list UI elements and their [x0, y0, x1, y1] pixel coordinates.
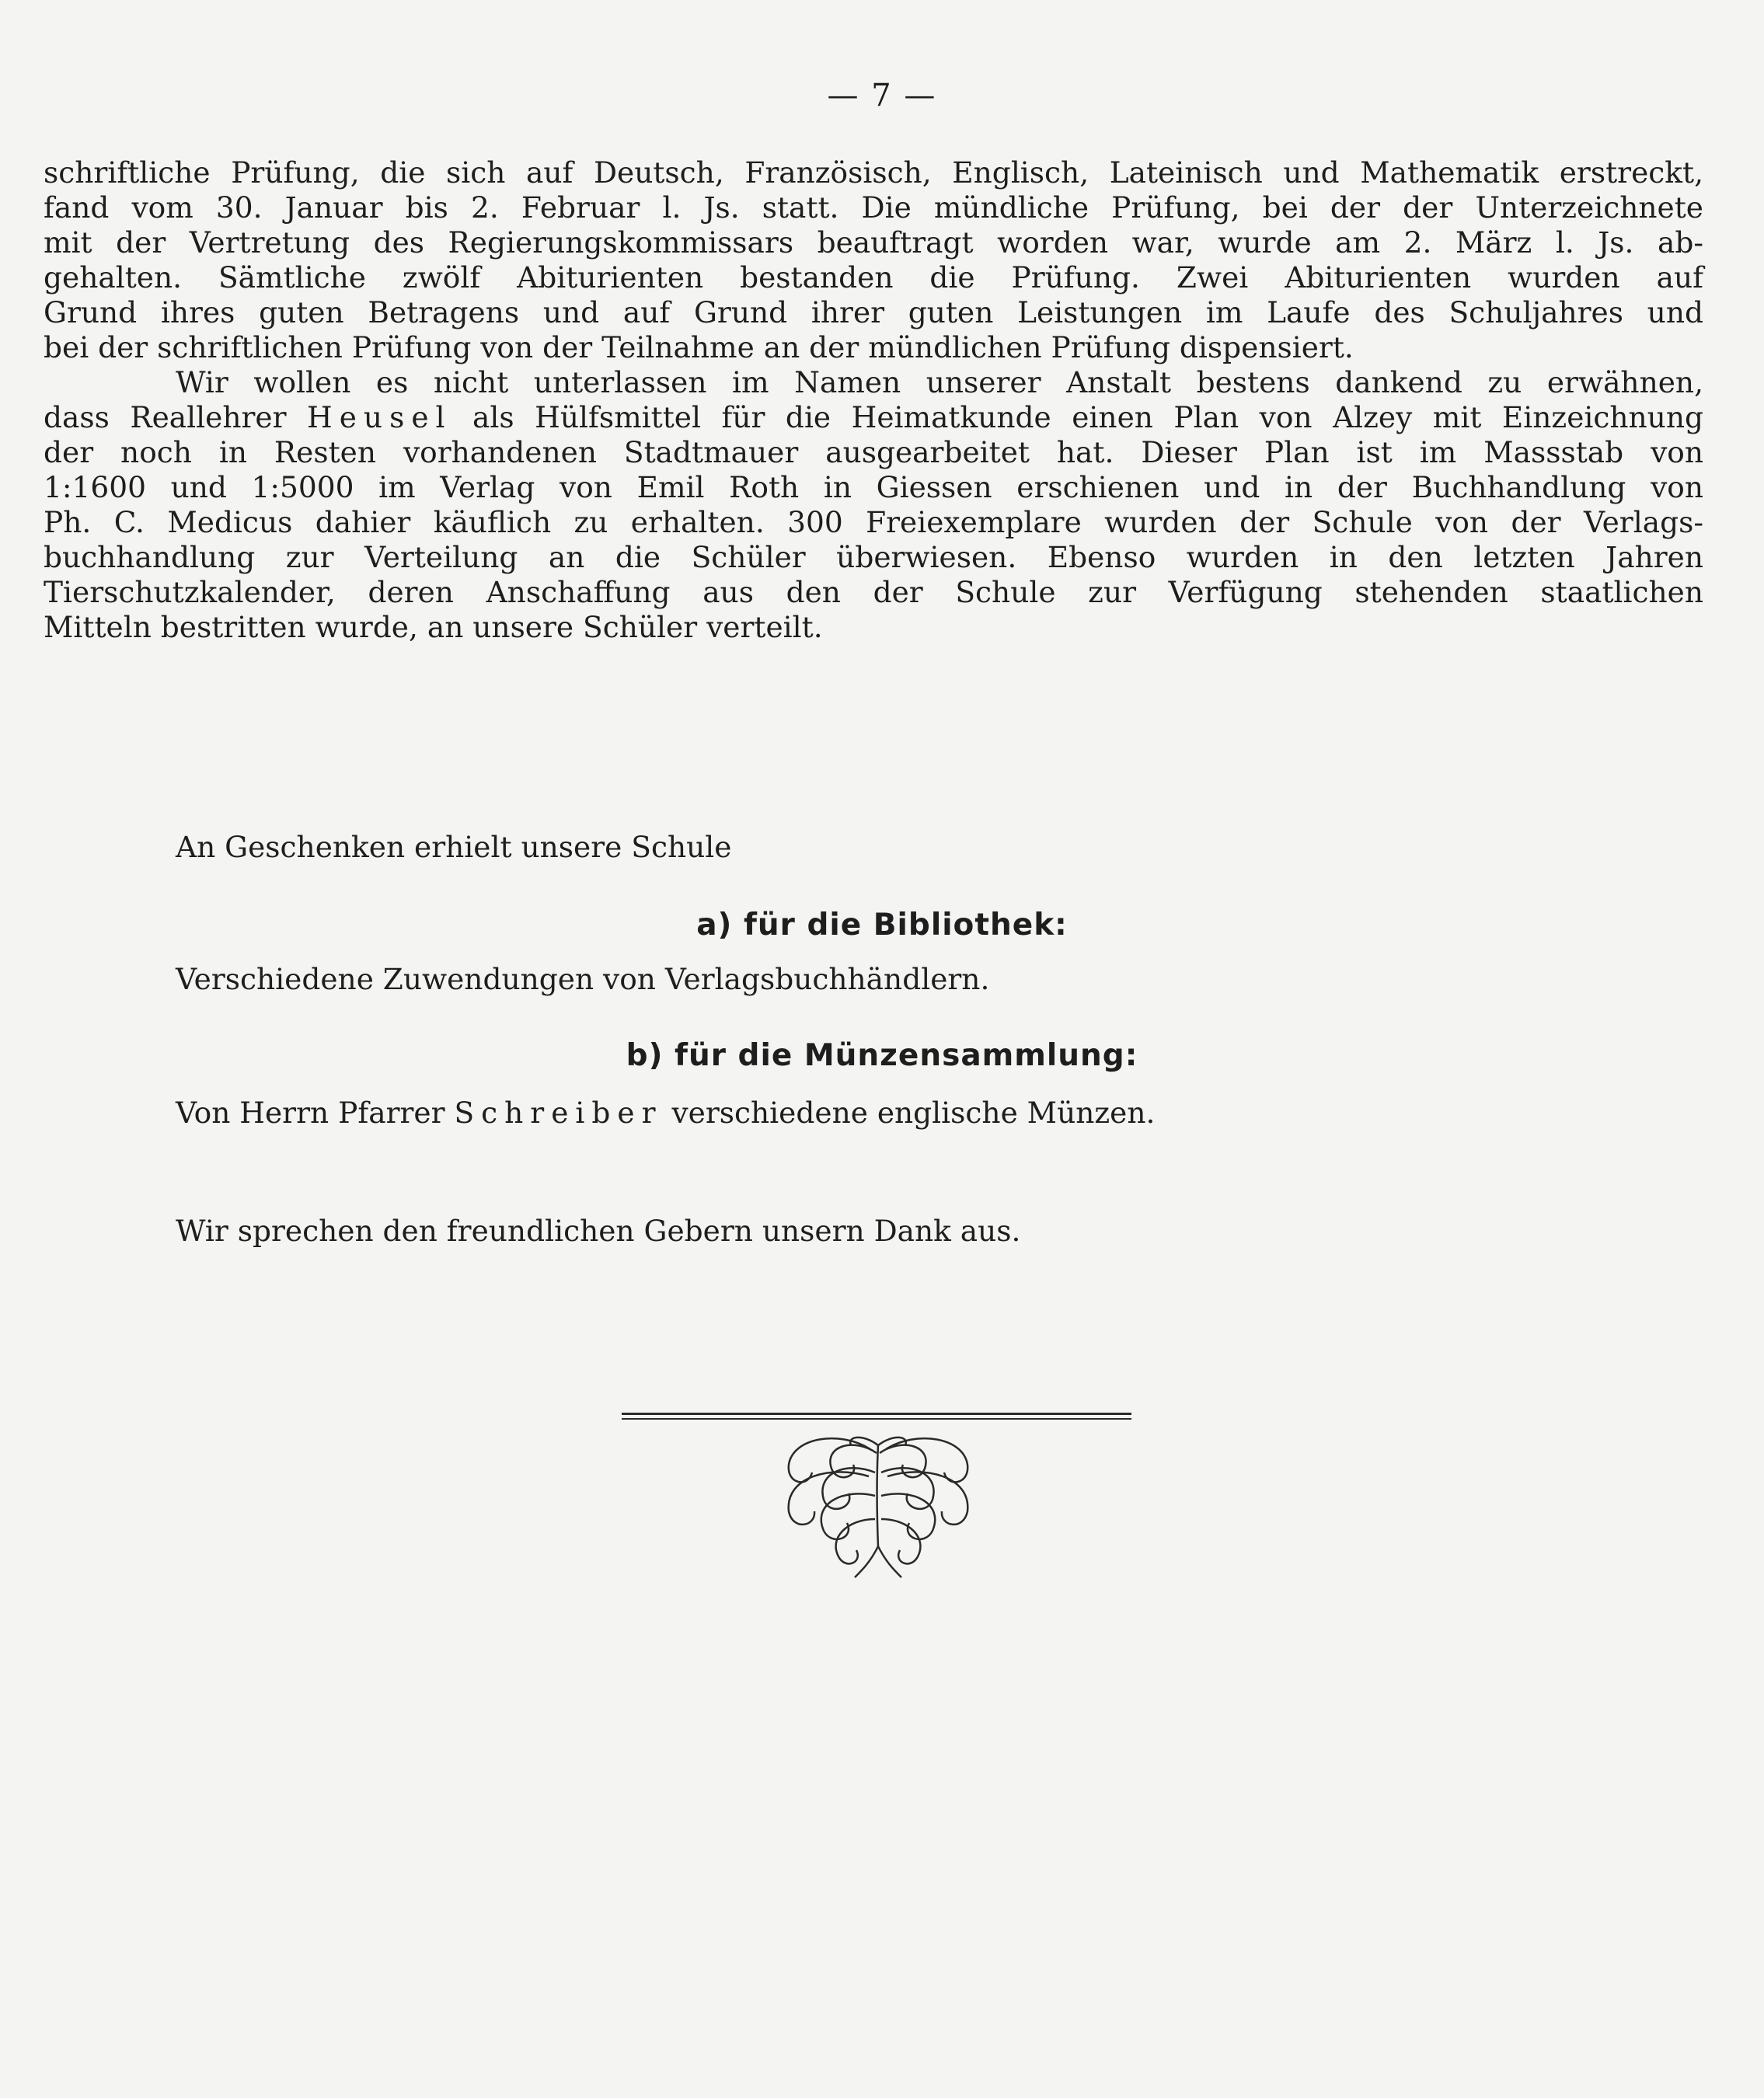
rule-thin — [622, 1418, 1131, 1420]
pastor-name: Schreiber — [454, 1096, 663, 1130]
text-fragment: als Hülfsmittel für die Heimatkunde einen Plan von Alzey mit Einzeichnung — [451, 400, 1703, 434]
rule-thick — [622, 1413, 1131, 1415]
coins-text — [176, 1096, 1155, 1131]
teacher-name: Heusel — [307, 400, 452, 434]
library-text: Verschiedene Zuwendungen von Verlagsbuchhändlern. — [176, 962, 990, 996]
double-rule — [622, 1413, 1131, 1420]
paragraph-abitur — [44, 155, 1703, 365]
text-fragment: dass Reallehrer — [44, 400, 308, 434]
text-line: schriftliche Prüfung, die sich auf Deutsch, Französisch, Englisch, Lateinisch und Mathematik erstreckt, — [44, 155, 1703, 190]
text-line: Wir wollen es nicht unterlassen im Namen unserer Anstalt bestens dankend zu erwähnen, — [176, 365, 1703, 399]
text-fragment: verschiedene englische Münzen. — [662, 1096, 1156, 1130]
text-fragment: Von Herrn Pfarrer — [176, 1096, 455, 1130]
heading-library: a) für die Bibliothek: — [696, 908, 1068, 943]
palmette-ornament-icon — [746, 1430, 1010, 1585]
text-line: mit der Vertretung des Regierungskommissars beauftragt worden war, wurde am 2. März l. Js. ab- — [44, 225, 1703, 260]
text-line: Tierschutzkalender, deren Anschaffung aus den der Schule zur Verfügung stehenden staatlichen — [44, 575, 1703, 609]
paragraph-stadtplan — [44, 365, 1703, 645]
gifts-intro: An Geschenken erhielt unsere Schule — [176, 830, 732, 864]
text-line: Grund ihres guten Betragens und auf Grund ihrer guten Leistungen im Laufe des Schuljahres und — [44, 295, 1703, 329]
text-line: Mitteln bestritten wurde, an unsere Schüler verteilt. — [44, 610, 823, 644]
text-line: bei der schriftlichen Prüfung von der Teilnahme an der mündlichen Prüfung dispensiert. — [44, 330, 1354, 364]
text-line: buchhandlung zur Verteilung an die Schüler überwiesen. Ebenso wurden in den letzten Jahren — [44, 540, 1703, 574]
text-line: fand vom 30. Januar bis 2. Februar l. Js. statt. Die mündliche Prüfung, bei der der Unterzeichnete — [44, 190, 1703, 225]
text-line: 1:1600 und 1:5000 im Verlag von Emil Roth in Giessen erschienen und in der Buchhandlung von — [44, 470, 1703, 504]
text-line: gehalten. Sämtliche zwölf Abiturienten bestanden die Prüfung. Zwei Abiturienten wurden auf — [44, 260, 1703, 294]
thanks-text: Wir sprechen den freundlichen Gebern unsern Dank aus. — [176, 1214, 1021, 1248]
page-number: — 7 — — [827, 78, 937, 113]
heading-coins: b) für die Münzensammlung: — [626, 1038, 1138, 1073]
text-line: der noch in Resten vorhandenen Stadtmauer ausgearbeitet hat. Dieser Plan ist im Massstab von — [44, 435, 1703, 469]
text-line — [44, 400, 1703, 435]
text-line: Ph. C. Medicus dahier käuflich zu erhalten. 300 Freiexemplare wurden der Schule von der Verlags- — [44, 505, 1703, 539]
main-text — [44, 155, 1703, 645]
